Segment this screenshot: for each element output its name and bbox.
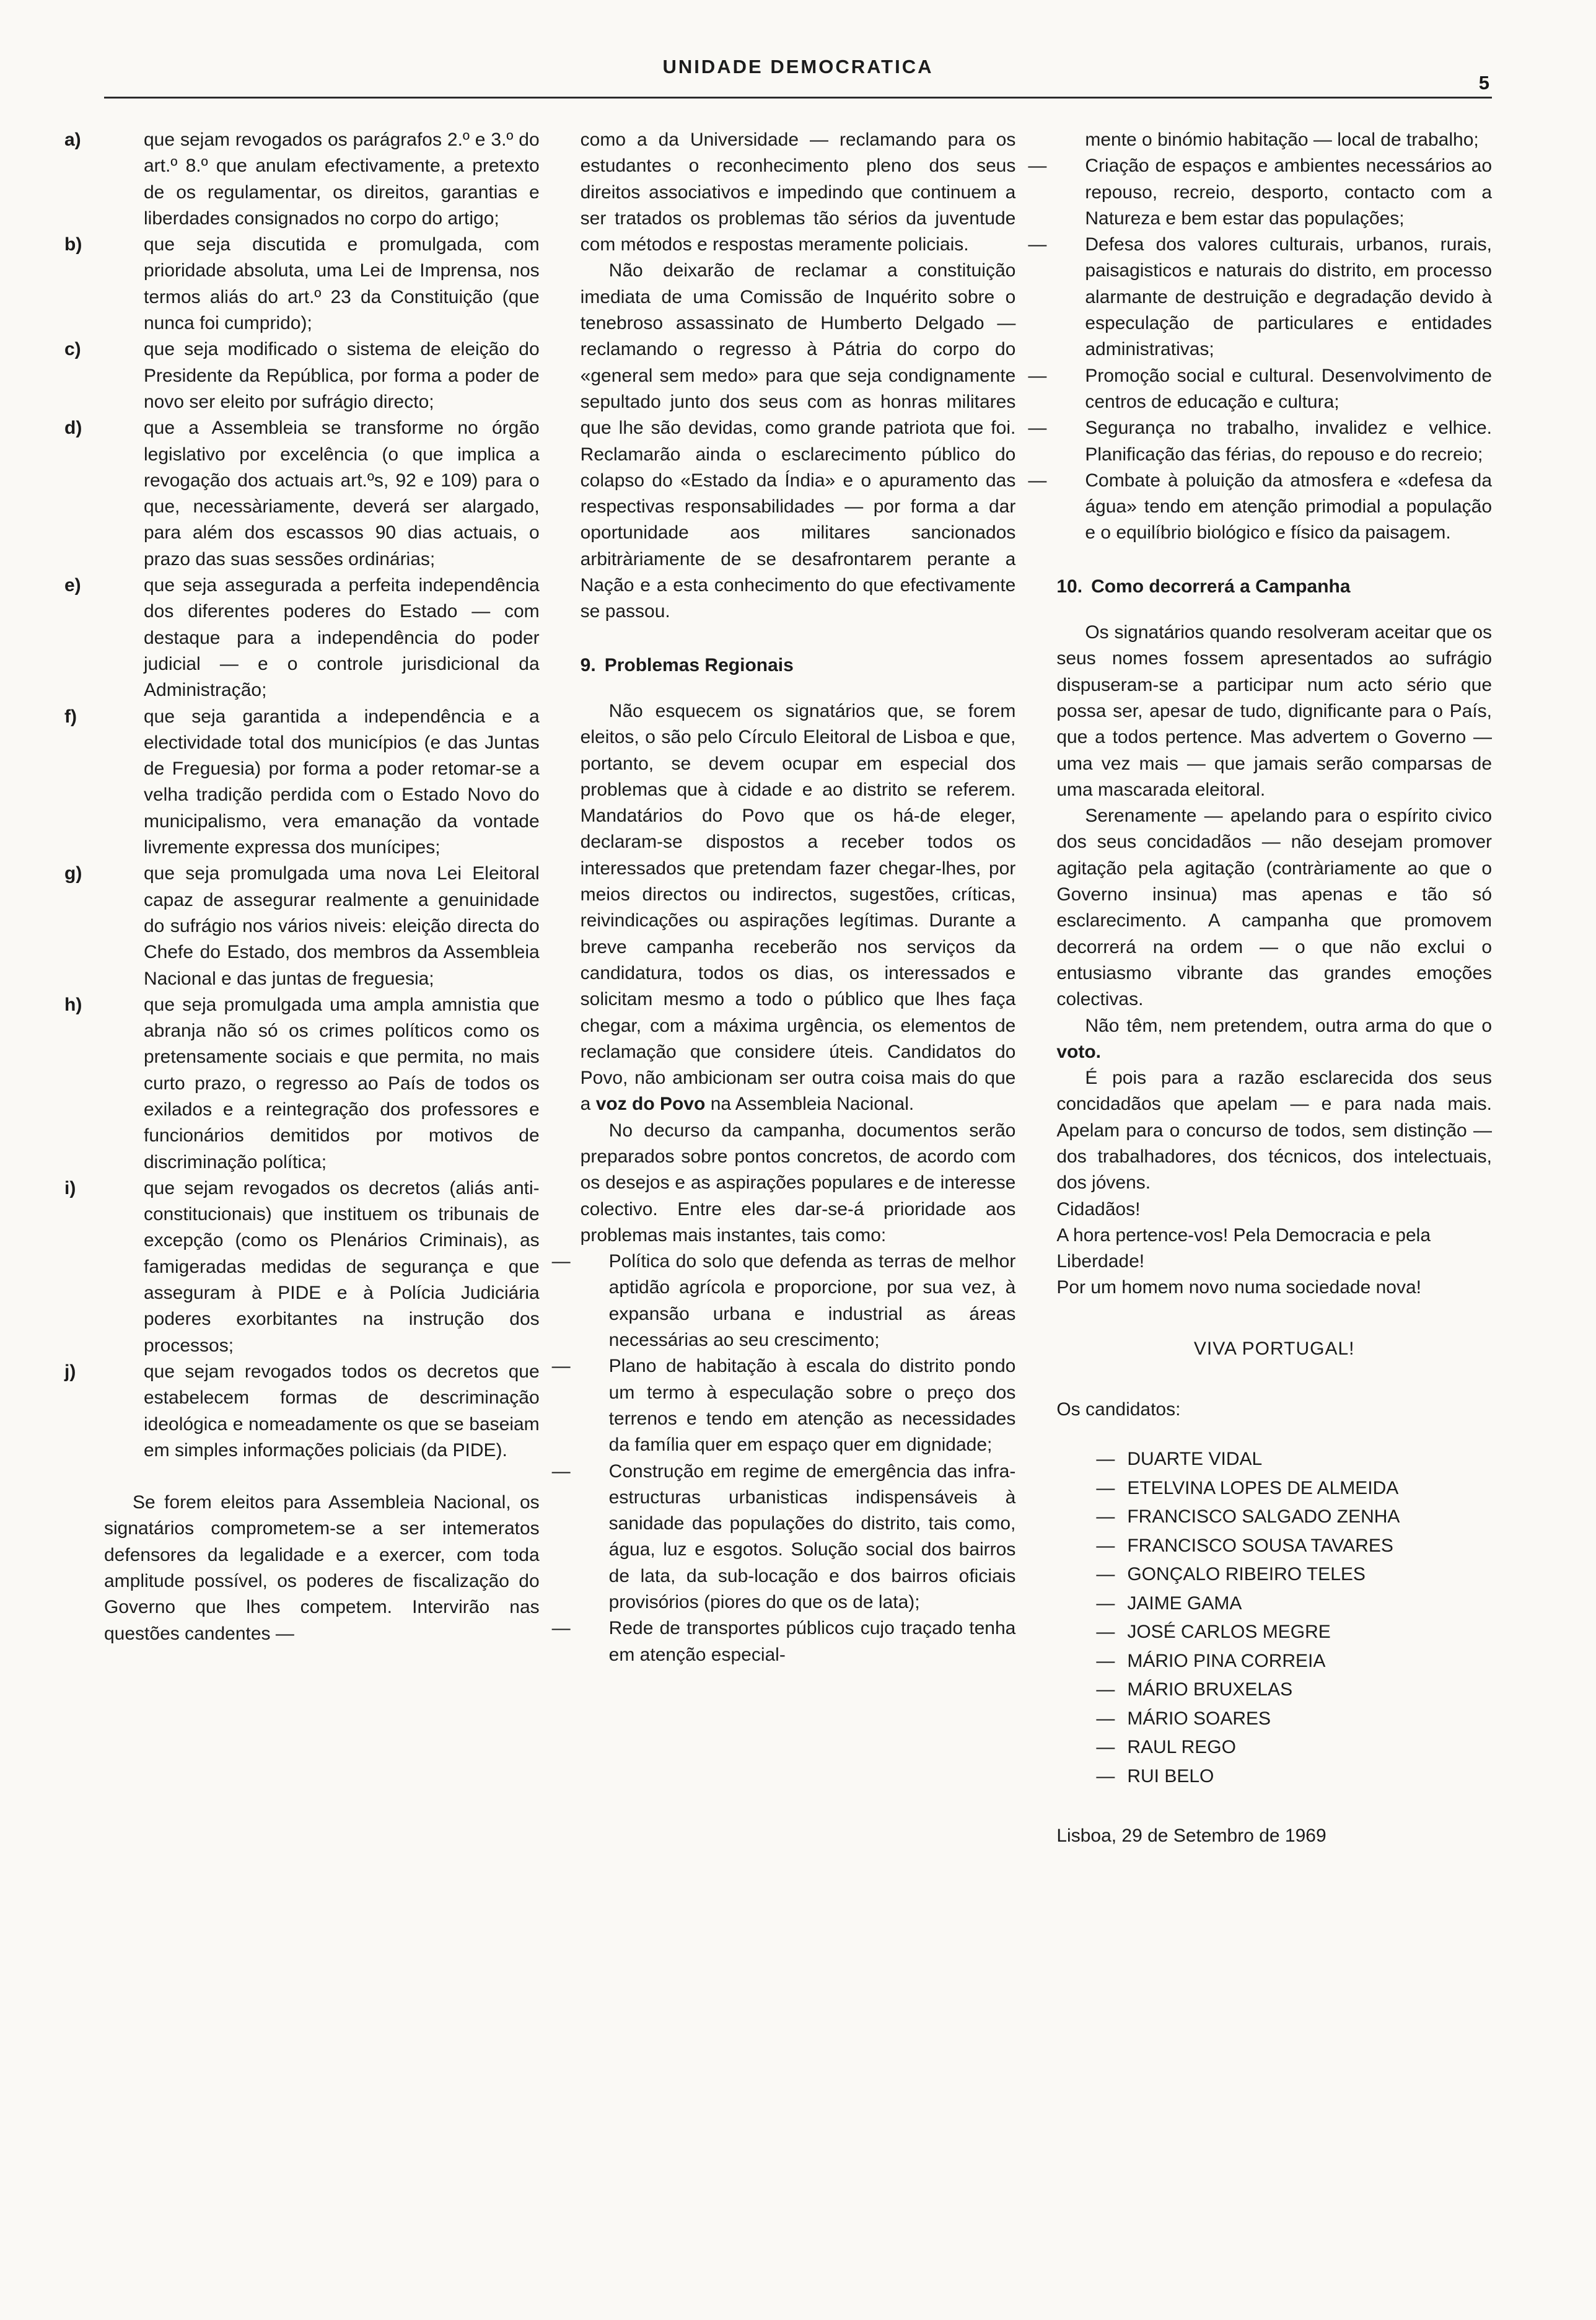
list-item bbox=[1028, 415, 1493, 468]
item-text: que sejam revogados os parágrafos 2.º e 3.º do art.º 8.º que anulam efectivamente, a pretexto de os regulamentar, os direitos, garantias e liberdades consignados no corpo do artigo; bbox=[144, 130, 540, 229]
list-item-d bbox=[64, 415, 540, 573]
list-item bbox=[1028, 153, 1493, 232]
candidate-name: ETELVINA LOPES DE ALMEIDA bbox=[1127, 1477, 1399, 1498]
header-rule bbox=[104, 97, 1492, 99]
dash-marker: — bbox=[1096, 1737, 1115, 1758]
list-item-e bbox=[64, 573, 540, 703]
list-item-j bbox=[64, 1359, 540, 1464]
page-number: 5 bbox=[1478, 72, 1489, 94]
exclamation-line: A hora pertence-vos! Pela Democracia e pela Liberdade! bbox=[1056, 1224, 1431, 1272]
dash-marker: — bbox=[551, 1251, 571, 1272]
paragraph: Os signatários quando resolveram aceitar que os seus nomes fossem apresentados ao sufrágio dispuseram-se a participar num acto sério que possa ser, apesar de tudo, dignificante para o País, que a todos pertence. Mas advertem o Governo — uma vez mais — que jamais serão comparsas de uma mascarada eleitoral. bbox=[1056, 622, 1493, 800]
dash-marker: — bbox=[1028, 365, 1047, 386]
list-item-i bbox=[64, 1175, 540, 1359]
dash-marker: — bbox=[551, 1356, 571, 1377]
paragraph bbox=[1056, 1013, 1492, 1066]
list-item bbox=[1028, 363, 1493, 416]
dash-marker: — bbox=[1028, 470, 1047, 491]
candidate-row bbox=[1056, 1589, 1492, 1619]
candidate-name: FRANCISCO SALGADO ZENHA bbox=[1127, 1506, 1400, 1527]
item-text: que sejam revogados todos os decretos que estabelecem formas de descriminação ideológica e nomeadamente os que se baseiam em simples informações policiais (da PIDE). bbox=[144, 1361, 540, 1461]
dash-marker: — bbox=[1096, 1477, 1115, 1498]
emphasis-text: voz do Povo bbox=[595, 1094, 706, 1115]
dateline: Lisboa, 29 de Setembro de 1969 bbox=[1056, 1826, 1326, 1847]
list-item-b bbox=[64, 232, 540, 336]
column-right bbox=[1028, 127, 1493, 1850]
item-label: e) bbox=[64, 575, 81, 596]
paragraph-text: Não esquecem os signatários que, se forem eleitos, o são pelo Círculo Eleitoral de Lisboa e que, portanto, se devem ocupar em especial dos problemas que à cidade e ao distrito se referem. Mandatários do Povo que os há-de eleger, declaram-se dispostos a receber todos os interessados que pretendam fazer chegar-lhes, por meios directos ou indirectos, sugestões, críticas, reivindicações ou aspirações legítimas. Durante a breve campanha receberão nos serviços da candidatura, todos os dias, os interessados e solicitam mesmo a todo o público que lhes faça chegar, com a máxima urgência, os elementos de reclamação que considere úteis. Candidatos do Povo, não ambicionam ser outra coisa mais do que a bbox=[580, 700, 1016, 1115]
item-text: que seja promulgada uma nova Lei Eleitoral capaz de assegurar realmente a genuinidade do sufrágio nos vários niveis: eleição directa do Chefe do Estado, dos membros da Assembleia Nacional e das juntas de freguesia; bbox=[144, 863, 540, 989]
candidate-row bbox=[1056, 1762, 1492, 1791]
candidate-row bbox=[1056, 1503, 1492, 1532]
item-label: g) bbox=[64, 863, 82, 884]
candidate-name: DUARTE VIDAL bbox=[1127, 1449, 1263, 1470]
item-label: i) bbox=[64, 1177, 76, 1198]
list-item bbox=[1028, 232, 1493, 362]
dash-marker: — bbox=[1028, 234, 1047, 255]
item-label: f) bbox=[64, 706, 77, 727]
section-number: 9. bbox=[580, 654, 596, 675]
article-body bbox=[64, 127, 1493, 1850]
candidate-name: RUI BELO bbox=[1127, 1765, 1214, 1786]
dash-marker: — bbox=[1096, 1622, 1115, 1643]
candidate-name: MÁRIO BRUXELAS bbox=[1127, 1679, 1293, 1700]
paragraph bbox=[581, 698, 1016, 1118]
list-item-c bbox=[64, 336, 540, 415]
exclamation-line: Cidadãos! bbox=[1056, 1198, 1141, 1219]
page-title: UNIDADE DEMOCRATICA bbox=[662, 56, 934, 77]
list-item bbox=[551, 1615, 1016, 1668]
list-item-a bbox=[64, 127, 540, 232]
exclamation-line: Por um homem novo numa sociedade nova! bbox=[1056, 1277, 1422, 1298]
candidate-row bbox=[1056, 1647, 1492, 1676]
dash-marker: — bbox=[1028, 418, 1047, 439]
column-left bbox=[64, 127, 540, 1850]
item-text: que a Assembleia se transforme no órgão legislativo por excelência (o que implica a revogação dos actuais art.ºs, 92 e 109) para o que, necessàriamente, deverá ser alargado, para além dos escassos 90 dias actuais, o prazo das suas sessões ordinárias; bbox=[144, 418, 540, 569]
paragraph: Não deixarão de reclamar a constituição imediata de uma Comissão de Inquérito sobre o tenebroso assassinato de Humberto Delgado — reclamando o regresso à Pátria do corpo do «general sem medo» para que seja condignamente sepultado junto dos seus com as honras militares que lhe são devidas, como grande patriota que foi. Reclamarão ainda o esclarecimento público do colapso do «Estado da Índia» e o apuramento das respectivas responsabilidades — por forma a dar oportunidade aos militares sancionados arbitràriamente de se desafrontarem perante a Nação e a esta conhecimento do que efectivamente se passou. bbox=[580, 260, 1016, 622]
candidate-name: GONÇALO RIBEIRO TELES bbox=[1127, 1564, 1366, 1585]
candidate-name: FRANCISCO SOUSA TAVARES bbox=[1127, 1535, 1393, 1556]
item-text: Defesa dos valores culturais, urbanos, rurais, paisagisticos e naturais do distrito, em processo alarmante de destruição e degradação devido à especulação de particulares e entidades administrativas; bbox=[1085, 234, 1493, 360]
item-text: que seja modificado o sistema de eleição do Presidente da República, por forma a poder de novo ser eleito por sufrágio directo; bbox=[144, 339, 540, 412]
list-item bbox=[551, 1353, 1016, 1458]
dash-marker: — bbox=[1096, 1650, 1115, 1671]
section-title: Como decorrerá a Campanha bbox=[1091, 576, 1351, 597]
dash-marker: — bbox=[1096, 1708, 1115, 1729]
slogan-viva-portugal: VIVA PORTUGAL! bbox=[1193, 1338, 1355, 1359]
item-label: j) bbox=[64, 1361, 76, 1382]
dash-marker: — bbox=[1096, 1679, 1115, 1700]
item-text: que seja discutida e promulgada, com prioridade absoluta, uma Lei de Imprensa, nos termos aliás do art.º 23 da Constituição (que nunca foi cumprido); bbox=[144, 234, 540, 334]
dash-marker: — bbox=[1028, 156, 1047, 177]
paragraph-text: na Assembleia Nacional. bbox=[705, 1094, 914, 1115]
item-text: Rede de transportes públicos cujo traçado tenha em atenção especial- bbox=[608, 1618, 1016, 1665]
dash-marker: — bbox=[1096, 1765, 1115, 1786]
paragraph: É pois para a razão esclarecida dos seus concidadãos que apelam — e para nada mais. Apelam para o concurso de todos, sem distinção — dos trabalhadores, dos técnicos, dos intelectuais, dos jóvens. bbox=[1056, 1068, 1493, 1193]
dash-marker: — bbox=[551, 1461, 571, 1482]
item-text: Combate à poluição da atmosfera e «defesa da água» tendo em atenção primodial a população e o equilíbrio biológico e físico da paisagem. bbox=[1085, 470, 1493, 543]
item-label: b) bbox=[64, 234, 82, 255]
candidate-name: JOSÉ CARLOS MEGRE bbox=[1127, 1622, 1331, 1643]
item-label: h) bbox=[64, 994, 82, 1015]
section-title: Problemas Regionais bbox=[604, 654, 794, 675]
list-item bbox=[551, 1459, 1016, 1616]
paragraph: Serenamente — apelando para o espírito civico dos seus concidadãos — não desejam promover agitação pela agitação (contràriamente ao que o Governo insinua) mas apenas e tão só esclarecimento. A campanha que promovem decorrerá na ordem — o que não exclui o entusiasmo vibrante das grandes emoções colectivas. bbox=[1056, 806, 1493, 1010]
list-item-g bbox=[64, 861, 540, 991]
dash-marker: — bbox=[551, 1618, 571, 1639]
list-item bbox=[1028, 468, 1493, 547]
dash-marker: — bbox=[1096, 1449, 1115, 1470]
dash-marker: — bbox=[1096, 1535, 1115, 1556]
list-item-f bbox=[64, 704, 540, 861]
item-label: c) bbox=[64, 339, 81, 360]
item-text: Política do solo que defenda as terras de melhor aptidão agrícola e proporcione, por sua vez, à expansão urbana e industrial as áreas necessárias ao seu crescimento; bbox=[608, 1251, 1016, 1351]
candidate-row bbox=[1056, 1618, 1492, 1647]
item-label: a) bbox=[64, 130, 81, 150]
paragraph-closing: Se forem eleitos para Assembleia Nacional, os signatários comprometem-se a ser intemeratos defensores da legalidade e a exercer, com toda amplitude possível, os poderes de fiscalização do Governo que lhes competem. Intervirão nas questões candentes — bbox=[104, 1492, 540, 1644]
paragraph-text: Não têm, nem pretendem, outra arma do que o bbox=[1085, 1015, 1493, 1036]
candidate-row bbox=[1056, 1705, 1492, 1734]
candidate-name: MÁRIO PINA CORREIA bbox=[1127, 1650, 1326, 1671]
item-text: Segurança no trabalho, invalidez e velhice. Planificação das férias, do repouso e do recreio; bbox=[1085, 418, 1493, 465]
candidates-label: Os candidatos: bbox=[1056, 1399, 1181, 1420]
column-center bbox=[551, 127, 1016, 1850]
section-heading-9 bbox=[581, 652, 1016, 679]
item-text: que seja promulgada uma ampla amnistia que abranja não só os crimes políticos como os pretensamente sociais e que permita, no mais curto prazo, o regresso ao País de todos os exilados e a reintegração dos professores e funcionários demitidos por motivos de discriminação política; bbox=[144, 994, 540, 1172]
list-item-h bbox=[64, 992, 540, 1175]
candidate-row bbox=[1056, 1560, 1492, 1589]
paragraph: No decurso da campanha, documentos serão preparados sobre pontos concretos, de acordo com os desejos e as aspirações populares e de interesse colectivo. Entre eles dar-se-á prioridade aos problemas mais instantes, tais como: bbox=[580, 1120, 1016, 1246]
candidate-row bbox=[1056, 1676, 1492, 1705]
item-text: Plano de habitação à escala do distrito pondo um termo à especulação sobre o preço dos terrenos e tendo em atenção as necessidades da família quer em espaço quer em dignidade; bbox=[608, 1356, 1016, 1456]
candidate-row bbox=[1056, 1445, 1492, 1474]
candidate-name: JAIME GAMA bbox=[1127, 1593, 1242, 1614]
paragraph-continuation: como a da Universidade — reclamando para os estudantes o reconhecimento pleno dos seus direitos associativos e impedindo que continuem a ser tratados os problemas tão sérios da juventude com métodos e respostas meramente policiais. bbox=[580, 130, 1016, 255]
candidate-row bbox=[1056, 1474, 1492, 1503]
dash-marker: — bbox=[1096, 1564, 1115, 1585]
item-text: Construção em regime de emergência das infra-estructuras urbanisticas indispensáveis à sanidade das populações do distrito, tais como, água, luz e esgotos. Solução social dos bairros de lata, da sub-locação e dos bairros oficiais provisórios (piores do que os de lata); bbox=[608, 1461, 1016, 1613]
page-header bbox=[104, 56, 1492, 99]
emphasis-text: voto. bbox=[1056, 1041, 1102, 1062]
candidate-row bbox=[1056, 1532, 1492, 1561]
candidate-name: MÁRIO SOARES bbox=[1127, 1708, 1271, 1729]
item-text: Promoção social e cultural. Desenvolvimento de centros de educação e cultura; bbox=[1085, 365, 1493, 412]
section-heading-10 bbox=[1056, 574, 1492, 600]
item-text: que sejam revogados os decretos (aliás anti-constitucionais) que instituem os tribunais de excepção (como os Plenários Criminais), as famigeradas medidas de segurança e que asseguram à PIDE e à Polícia Judiciária poderes exorbitantes na instrução dos processos; bbox=[144, 1177, 540, 1356]
item-text: que seja assegurada a perfeita independência dos diferentes poderes do Estado — com destaque para a independência do poder judicial — e o controle jurisdicional da Administração; bbox=[144, 575, 540, 701]
section-number: 10. bbox=[1056, 576, 1083, 597]
list-item bbox=[551, 1249, 1016, 1353]
candidate-row bbox=[1056, 1733, 1492, 1762]
item-text: Criação de espaços e ambientes necessários ao repouso, recreio, desporto, contacto com a Natureza e bem estar das populações; bbox=[1085, 156, 1493, 229]
list-item-continuation: mente o binómio habitação — local de trabalho; bbox=[1085, 130, 1479, 150]
dash-marker: — bbox=[1096, 1506, 1115, 1527]
candidate-name: RAUL REGO bbox=[1127, 1737, 1236, 1758]
item-label: d) bbox=[64, 418, 82, 439]
dash-marker: — bbox=[1096, 1593, 1115, 1614]
item-text: que seja garantida a independência e a electividade total dos municípios (e das Juntas de Freguesia) por forma a poder retomar-se a velha tradição perdida com o Estado Novo do municipalismo, vera emanação da vontade livremente expressa dos munícipes; bbox=[144, 706, 540, 858]
